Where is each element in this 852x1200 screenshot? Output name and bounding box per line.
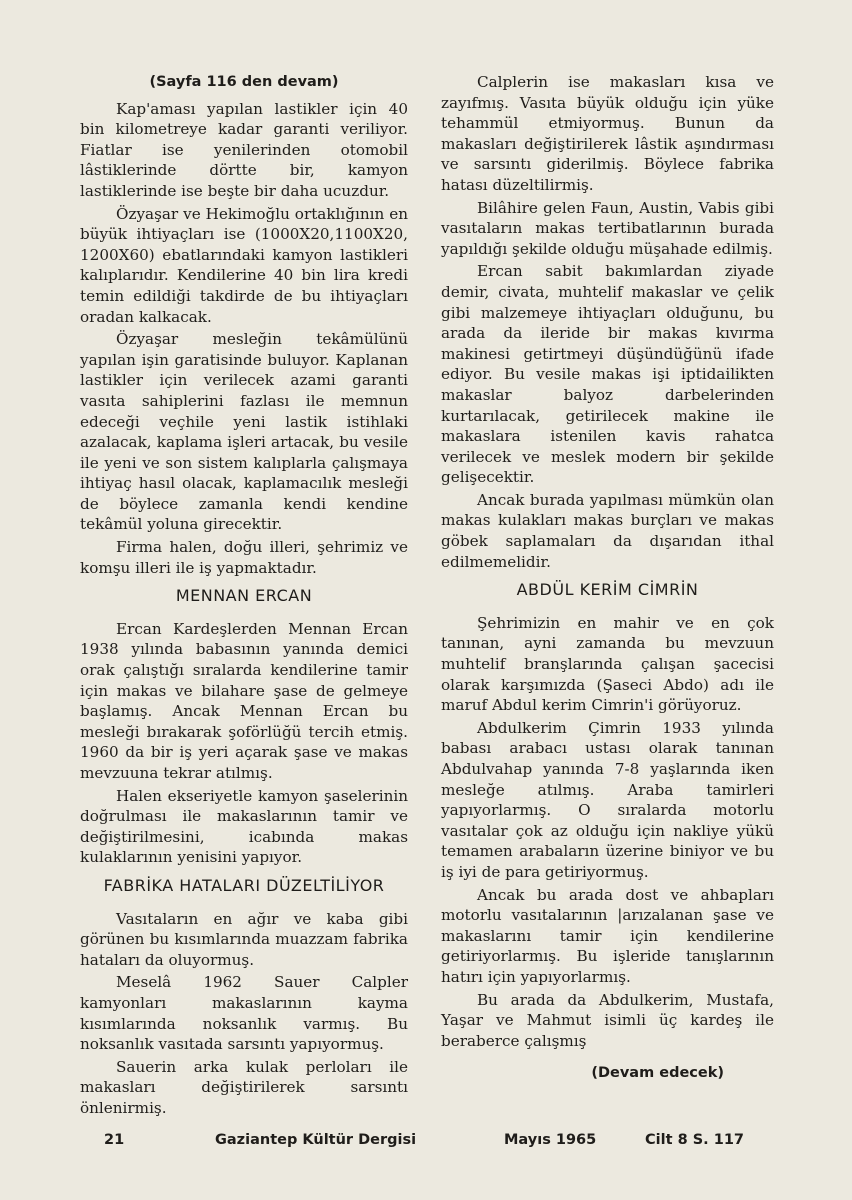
paragraph: Bilâhire gelen Faun, Austin, Vabis gibi vasıtaların makas tertibatlarının burada yapıldığı şekilde olduğu müşahade edilmiş. (441, 198, 774, 258)
section-heading-fabrika-hatalari: FABRİKA HATALARI DÜZELTİLİYOR (103, 875, 385, 895)
paragraph: Bu arada da Abdulkerim, Mustafa, Yaşar ve Mahmut isimli üç kardeş ile beraberce çalışmış (441, 990, 774, 1050)
paragraph: Firma halen, doğu illeri, şehrimiz ve komşu illeri ile iş yapmaktadır. (80, 538, 408, 577)
paragraph: Calplerin ise makasları kısa ve zayıfmış. Vasıta büyük olduğu için yüke tehammül etmiyormuş. Bunun da makasları değiştirilerek lâstik aşındırması ve sarsıntı giderilmiş. Böylece fabrika hatası düzeltilirmiş. (441, 73, 774, 194)
paragraph: Ercan sabit bakımlardan ziyade demir, civata, muhtelif makaslar ve çelik gibi malzemeye ihtiyaçları olduğunu, bu arada da ileride bir makas kıvırma makinesi getirtmeyi düşündüğünü ifade ediyor. Bu vesile makas işi iptidailikten makaslar balyoz darbelerinden kurtarılacak, getirilecek makine ile makaslara istenilen kavis rahatca verilecek ve meslek modern bir şekilde gelişecektir. (441, 262, 774, 487)
paragraph: Sauerin arka kulak perloları ile makasları değiştirilerek sarsıntı önlenirmiş. (80, 1057, 408, 1117)
paragraph: Ercan Kardeşlerden Mennan Ercan 1938 yılında babasının yanında demici orak çalıştığı sıralarda kendilerine tamir için makas ve bilahare şase de gelmeye başlamış. Ancak Mennan Ercan bu mesleği bırakarak şoförlüğü tercih etmiş. 1960 da bir iş yeri açarak şase ve makas mevzuuna tekrar atılmış. (80, 619, 408, 782)
paragraph: Halen ekseriyetle kamyon şaselerinin doğrulması ile makaslarının tamir ve değiştirilmesini, icabında makas kulaklarının yenisini yapıyor. (80, 786, 408, 867)
section-heading-mennan-ercan: MENNAN ERCAN (175, 586, 313, 606)
paragraph: Özyaşar ve Hekimoğlu ortaklığının en büyük ihtiyaçları ise (1000X20,1100X20, 1200X60) ebatlarındaki kamyon lastikleri kalıplarıdır. Kendilerine 40 bin lira kredi temin edildiği takdirde de bu ihtiyaçları oradan kalkacak. (80, 204, 408, 326)
paragraph: Ancak burada yapılması mümkün olan makas kulakları makas burçları ve makas göbek saplamaları da dışarıdan ithal edilmemelidir. (441, 490, 774, 571)
right-column (441, 72, 774, 1084)
paragraph: Özyaşar mesleğin tekâmülünü yapılan işin garatisinde buluyor. Kaplanan lastikler için verilecek azami garanti vasıta sahiplerini fazlası ile memnun edeceği veçhile yeni lastik istihlaki azalacak, kaplama işleri artacak, bu vesile ile yeni ve son sistem kalıplarla çalışmaya ihtiyaç hasıl olacak, kaplamacılık mesleği de böylece zamanla kendi kendine tekâmül yoluna girecektir. (80, 330, 408, 534)
paragraph: Ancak bu arada dost ve ahbapları motorlu vasıtalarının |arızalanan şase ve makaslarını tamir için kendilerine getiriyorlarmış. Bu işleride tanışlarının hatırı için yapıyorlarmış. (441, 885, 774, 986)
paragraph: Abdulkerim Çimrin 1933 yılında babası arabacı ustası olarak tanınan Abdulvahap yanında 7-8 yaşlarında iken mesleğe atılmış. Araba tamirleri yapıyorlarmış. O sıralarda motorlu vasıtalar çok az olduğu için nakliye yükü temamen arabaların üzerine biniyor ve bu iş iyi de para getiriyormuş. (441, 718, 774, 881)
issue-date: Mayıs 1965 (504, 1132, 597, 1148)
page-number: 21 (104, 1132, 125, 1148)
paragraph: Vasıtaların en ağır ve kaba gibi görünen bu kısımlarında muazzam fabrika hataları da oluyormuş. (80, 909, 408, 969)
journal-title: Gaziantep Kültür Dergisi (215, 1132, 417, 1148)
section-heading-abdul-kerim-cimrin: ABDÜL KERİM CİMRİN (516, 580, 699, 600)
page-footer (80, 1132, 774, 1156)
continuation-note: (Sayfa 116 den devam) (149, 74, 339, 90)
volume-issue: Cilt 8 S. 117 (645, 1132, 744, 1148)
paragraph: Meselâ 1962 Sauer Calpler kamyonları makaslarının kayma kısımlarında noksanlık varmış. Bu noksanlık vasıtada sarsıntı yapıyormuş. (80, 973, 408, 1054)
paragraph: Kap'aması yapılan lastikler için 40 bin kilometreye kadar garanti veriliyor. Fiatlar ise yenilerinden otomobil lâstiklerinde dörtte bir, kamyon lastiklerinde ise beşte bir daha ucuzdur. (80, 99, 408, 200)
paragraph: Şehrimizin en mahir ve en çok tanınan, ayni zamanda bu mevzuun muhtelif branşlarında çalışan şacecisi olarak karşımızda (Şaseci Abdo) adı ile maruf Abdul kerim Cimrin'i görüyoruz. (441, 613, 774, 715)
left-column (80, 72, 408, 1121)
to-be-continued-note: (Devam edecek) (591, 1065, 724, 1082)
